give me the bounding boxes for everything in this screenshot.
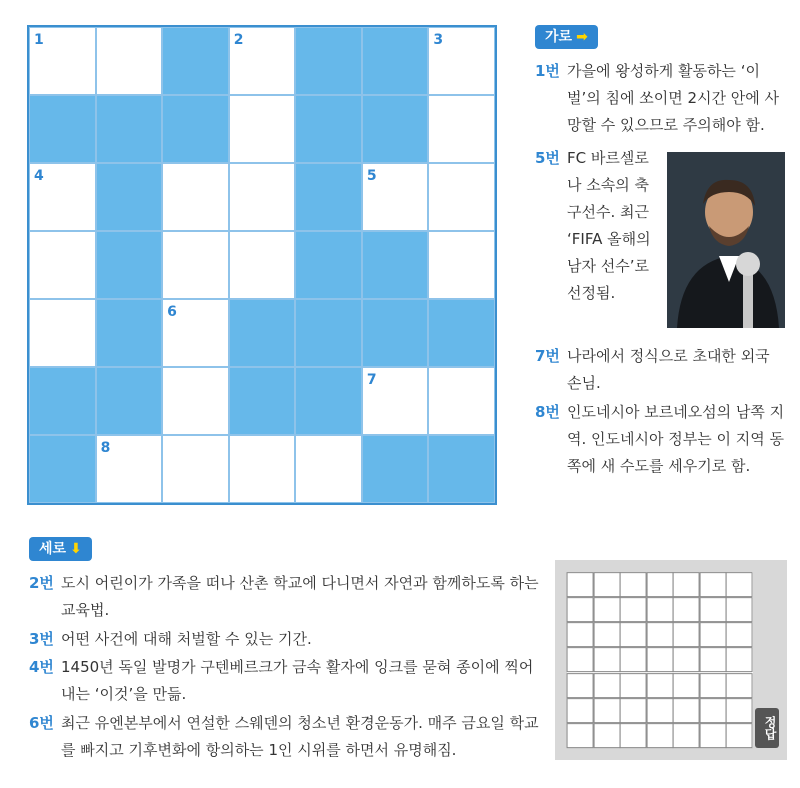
clue-number: 2번 — [29, 574, 54, 592]
answer-cell — [647, 698, 674, 723]
answer-cell — [673, 698, 700, 723]
down-clue-6 — [29, 710, 539, 764]
answer-cell — [620, 698, 647, 723]
clue-number-label: 4 — [34, 168, 44, 184]
across-header — [535, 25, 598, 49]
clue-number-label: 3 — [433, 32, 444, 48]
answer-grid — [567, 572, 753, 748]
answer-box — [555, 560, 787, 760]
answer-cell — [620, 647, 647, 672]
answer-cell — [700, 572, 727, 597]
crossword-cell-white[interactable] — [29, 231, 96, 299]
answer-cell — [620, 723, 647, 748]
answer-cell — [673, 597, 700, 622]
down-clue-3 — [29, 626, 539, 653]
right-arrow-icon: ➡ — [576, 29, 588, 45]
crossword-cell-white[interactable] — [428, 95, 495, 163]
crossword-cell-white[interactable] — [29, 27, 96, 95]
crossword-cell-blue — [96, 95, 163, 163]
crossword-cell-white[interactable] — [362, 163, 429, 231]
crossword-cell-blue — [29, 367, 96, 435]
clue-text: 가을에 왕성하게 활동하는 ‘이벌’의 침에 쏘이면 2시간 안에 사망할 수 있으므로 주의해야 함. — [567, 62, 780, 134]
answer-cell — [594, 723, 621, 748]
answer-cell — [647, 597, 674, 622]
answer-cell — [620, 622, 647, 647]
crossword-cell-blue — [362, 27, 429, 95]
clue-number: 7번 — [535, 347, 560, 365]
clue-text: 인도네시아 보르네오섬의 남쪽 지역. 인도네시아 정부는 이 지역 동쪽에 새 수도를 세우기로 함. — [567, 403, 785, 475]
answer-cell — [594, 698, 621, 723]
clue-text: FC 바르셀로나 소속의 축구선수. 최근 ‘FIFA 올해의 남자 선수’로 선정됨. — [567, 149, 651, 302]
answer-cell — [567, 698, 594, 723]
crossword-cell-blue — [295, 95, 362, 163]
crossword-cell-blue — [428, 299, 495, 367]
crossword-cell-white[interactable] — [428, 163, 495, 231]
crossword-cell-blue — [96, 367, 163, 435]
answer-cell — [647, 572, 674, 597]
answer-cell — [726, 622, 753, 647]
answer-cell — [673, 673, 700, 698]
answer-cell — [726, 647, 753, 672]
crossword-cell-white[interactable] — [295, 435, 362, 503]
answer-cell — [567, 673, 594, 698]
answer-cell — [726, 723, 753, 748]
across-clue-8 — [535, 399, 785, 480]
answer-cell — [726, 597, 753, 622]
crossword-cell-white[interactable] — [162, 231, 229, 299]
crossword-cell-blue — [362, 231, 429, 299]
across-clue-5 — [535, 145, 660, 307]
across-title: 가로 — [545, 29, 573, 45]
crossword-cell-white[interactable] — [29, 163, 96, 231]
answer-cell — [726, 572, 753, 597]
crossword-cell-white[interactable] — [162, 299, 229, 367]
answer-cell — [620, 597, 647, 622]
crossword-cell-white[interactable] — [229, 163, 296, 231]
crossword-cell-blue — [229, 367, 296, 435]
answer-tag: 정답 — [755, 708, 779, 748]
crossword-cell-white[interactable] — [162, 163, 229, 231]
clue-number: 6번 — [29, 714, 54, 732]
crossword-cell-blue — [96, 299, 163, 367]
crossword-cell-white[interactable] — [162, 367, 229, 435]
crossword-cell-white[interactable] — [96, 435, 163, 503]
down-header — [29, 537, 92, 561]
answer-cell — [700, 698, 727, 723]
answer-cell — [700, 622, 727, 647]
down-clue-4 — [29, 654, 539, 708]
answer-cell — [673, 647, 700, 672]
crossword-cell-white[interactable] — [229, 27, 296, 95]
answer-cell — [567, 723, 594, 748]
crossword-cell-white[interactable] — [428, 27, 495, 95]
crossword-cell-white[interactable] — [96, 27, 163, 95]
across-clue-7 — [535, 343, 785, 397]
crossword-cell-white[interactable] — [428, 231, 495, 299]
clue-number-label: 5 — [366, 168, 377, 184]
answer-cell — [700, 723, 727, 748]
clue-number: 5번 — [535, 149, 560, 167]
clue-number: 3번 — [29, 630, 54, 648]
answer-cell — [700, 673, 727, 698]
answer-cell — [594, 572, 621, 597]
crossword-cell-white[interactable] — [229, 435, 296, 503]
answer-cell — [647, 723, 674, 748]
down-arrow-icon: ⬇ — [70, 541, 82, 557]
crossword-cell-blue — [29, 95, 96, 163]
answer-cell — [673, 723, 700, 748]
clue-text: 1450년 독일 발명가 구텐베르크가 금속 활자에 잉크를 묻혀 종이에 찍어내는 ‘이것’을 만듦. — [61, 658, 534, 703]
crossword-cell-blue — [362, 95, 429, 163]
clue-number-label: 6 — [167, 304, 177, 320]
crossword-cell-blue — [162, 95, 229, 163]
clue-number-label: 1 — [34, 32, 44, 48]
answer-cell — [673, 622, 700, 647]
crossword-cell-blue — [362, 299, 429, 367]
crossword-cell-blue — [96, 163, 163, 231]
answer-cell — [620, 673, 647, 698]
crossword-cell-white[interactable] — [229, 95, 296, 163]
crossword-cell-white[interactable] — [229, 231, 296, 299]
crossword-grid — [27, 25, 497, 505]
clue-number-label: 2 — [233, 32, 244, 48]
clue-text: 어떤 사건에 대해 처벌할 수 있는 기간. — [61, 630, 312, 648]
crossword-cell-white[interactable] — [428, 367, 495, 435]
crossword-cell-blue — [162, 27, 229, 95]
answer-cell — [647, 673, 674, 698]
player-photo — [667, 152, 785, 328]
clue-number-label: 8 — [100, 440, 111, 456]
crossword-cell-blue — [295, 367, 362, 435]
crossword-cell-blue — [229, 299, 296, 367]
answer-cell — [594, 673, 621, 698]
answer-cell — [647, 647, 674, 672]
player-photo-illustration — [667, 152, 785, 328]
answer-cell — [726, 673, 753, 698]
answer-cell — [726, 698, 753, 723]
crossword-cell-blue — [295, 27, 362, 95]
across-clue-1 — [535, 58, 785, 139]
answer-cell — [567, 572, 594, 597]
clue-text: 최근 유엔본부에서 연설한 스웨덴의 청소년 환경운동가. 매주 금요일 학교를 빠지고 기후변화에 항의하는 1인 시위를 하면서 유명해짐. — [61, 714, 539, 759]
answer-cell — [594, 597, 621, 622]
clue-number: 8번 — [535, 403, 560, 421]
answer-cell — [567, 622, 594, 647]
crossword-cell-white[interactable] — [362, 367, 429, 435]
crossword-cell-blue — [29, 435, 96, 503]
crossword-cell-white[interactable] — [162, 435, 229, 503]
clue-text: 도시 어린이가 가족을 떠나 산촌 학교에 다니면서 자연과 함께하도록 하는 교육법. — [61, 574, 539, 619]
answer-cell — [567, 647, 594, 672]
crossword-cell-blue — [428, 435, 495, 503]
crossword-cell-blue — [362, 435, 429, 503]
clue-number: 4번 — [29, 658, 54, 676]
answer-cell — [567, 597, 594, 622]
answer-cell — [620, 572, 647, 597]
answer-cell — [700, 597, 727, 622]
crossword-cell-white[interactable] — [29, 299, 96, 367]
down-clue-2 — [29, 570, 539, 624]
clue-text: 나라에서 정식으로 초대한 외국 손님. — [567, 347, 770, 392]
answer-cell — [594, 647, 621, 672]
answer-cell — [647, 622, 674, 647]
answer-cell — [594, 622, 621, 647]
down-title: 세로 — [39, 541, 67, 557]
answer-cell — [673, 572, 700, 597]
crossword-cell-blue — [295, 299, 362, 367]
clue-number-label: 7 — [366, 372, 377, 388]
crossword-cell-blue — [295, 231, 362, 299]
clue-number: 1번 — [535, 62, 560, 80]
crossword-cell-blue — [96, 231, 163, 299]
crossword-cell-blue — [295, 163, 362, 231]
answer-cell — [700, 647, 727, 672]
